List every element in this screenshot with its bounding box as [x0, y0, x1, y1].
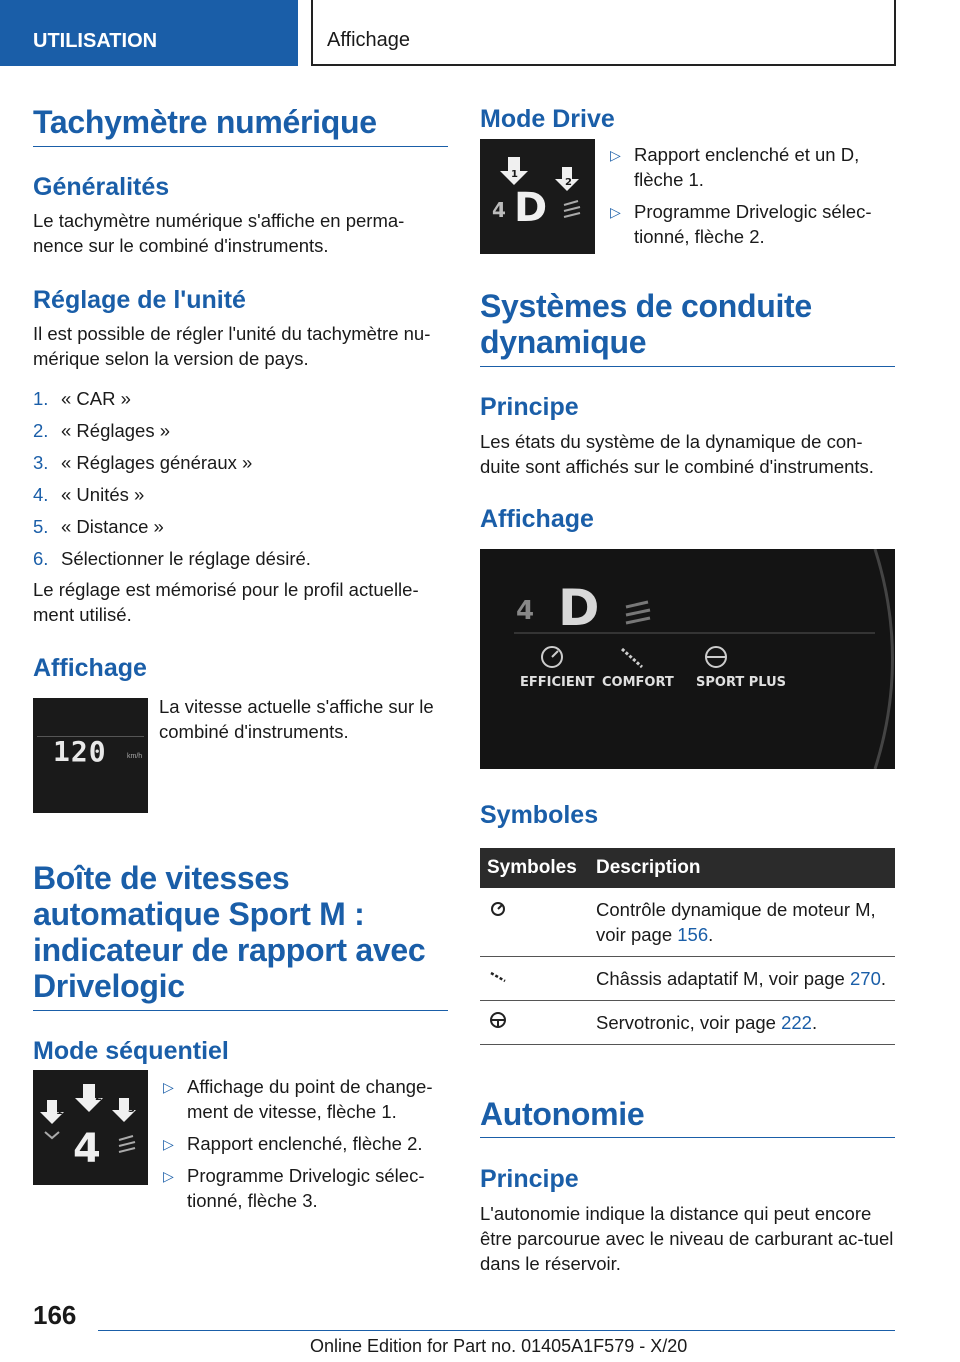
drive-small-gear: 4 [492, 198, 506, 222]
step-item: 4. « Unités » [33, 484, 145, 505]
drive-gear-graphic [480, 139, 595, 254]
mode-sport-plus: SPORT PLUS [696, 675, 787, 690]
seq-gear-number: 4 [73, 1126, 101, 1172]
svg-text:3: 3 [128, 1104, 135, 1115]
bullet-item: ▷ Programme Drivelogic sélec-tionné, flèche 2. [610, 201, 872, 247]
drive-big-gear: D [514, 185, 548, 231]
drive-mode-image [480, 139, 595, 254]
page-number: 166 [33, 1300, 77, 1330]
table-header-row [480, 848, 895, 888]
range-principle-heading: Principe [480, 1165, 579, 1193]
topic-tab [311, 0, 896, 66]
table-row: Châssis adaptatif M, voir page 270. [480, 957, 895, 1001]
table-row: Servotronic, voir page 222. [480, 1001, 895, 1045]
unit-text: Il est possible de régler l'unité du tachymètre nu-mérique selon la version de pays. [33, 323, 431, 369]
triangle-bullet-icon: ▷ [610, 147, 621, 163]
sequential-gear-graphic [33, 1070, 148, 1185]
svg-text:1: 1 [56, 1106, 63, 1117]
triangle-bullet-icon: ▷ [163, 1079, 174, 1095]
step-item: 5. « Distance » [33, 516, 164, 537]
drive-bullet-list [606, 142, 898, 256]
display-heading: Affichage [33, 654, 147, 682]
bullet-item: ▷ Rapport enclenché, flèche 2. [159, 1131, 451, 1156]
range-rule [480, 1137, 895, 1138]
gearbox-rule [33, 1010, 448, 1011]
svg-text:2: 2 [95, 1092, 102, 1103]
display-text: La vitesse actuelle s'affiche sur le combiné d'instruments. [159, 696, 434, 742]
modes-small-gear: 4 [516, 596, 535, 626]
modes-big-gear: D [558, 579, 600, 637]
footer-rule [98, 1330, 895, 1331]
speed-unit: km/h [127, 753, 143, 760]
memo-text: Le réglage est mémorisé pour le profil actuelle-ment utilisé. [33, 579, 419, 625]
svg-text:2: 2 [565, 177, 572, 188]
step-item: 3. « Réglages généraux » [33, 452, 253, 473]
principle-heading: Principe [480, 393, 579, 421]
range-text: L'autonomie indique la distance qui peut encore être parcourue avec le niveau de carburant ac-tuel dans le réservoir. [480, 1203, 894, 1274]
triangle-bullet-icon: ▷ [163, 1136, 174, 1152]
general-heading: Généralités [33, 173, 170, 201]
edition-text: Online Edition for Part no. 01405A1F579 - X/20 [310, 1336, 688, 1356]
triangle-bullet-icon: ▷ [163, 1168, 174, 1184]
symbols-heading: Symboles [480, 801, 599, 829]
page-link[interactable]: 222 [781, 1012, 812, 1033]
table-row: Contrôle dynamique de moteur M, voir page 156. [480, 888, 895, 957]
speedometer-title: Tachymètre numérique [33, 104, 377, 140]
range-title: Autonomie [480, 1096, 645, 1132]
shock-absorber-icon [487, 969, 509, 985]
bullet-item: ▷ Programme Drivelogic sélec-tionné, flèche 3. [163, 1165, 425, 1211]
step-item: 6. Sélectionner le réglage désiré. [33, 548, 311, 569]
principle-text: Les états du système de la dynamique de con-duite sont affichés sur le combiné d'instruments. [480, 431, 874, 477]
col-description: Description [589, 848, 895, 888]
unit-heading: Réglage de l'unité [33, 286, 246, 314]
mode-comfort: COMFORT [602, 675, 674, 690]
triangle-bullet-icon: ▷ [610, 204, 621, 220]
symbols-table [480, 848, 895, 1045]
section-tab [0, 0, 298, 66]
seq-bullet-list [159, 1074, 451, 1220]
systems-rule [480, 366, 895, 367]
bullet-item: ▷ Affichage du point de change-ment de vitesse, flèche 1. [163, 1076, 433, 1122]
general-text: Le tachymètre numérique s'affiche en perma-nence sur le combiné d'instruments. [33, 210, 405, 256]
drive-heading: Mode Drive [480, 105, 615, 133]
svg-text:1: 1 [511, 169, 518, 180]
drive-modes-image [480, 549, 895, 769]
speed-value: 120 [53, 735, 107, 768]
gauge-icon [487, 900, 509, 916]
col-symbols: Symboles [480, 848, 589, 888]
step-item: 1. « CAR » [33, 388, 131, 409]
seq-heading: Mode séquentiel [33, 1037, 229, 1065]
drive-modes-graphic [480, 549, 895, 769]
display-heading-right: Affichage [480, 505, 594, 533]
steering-wheel-icon [487, 1011, 509, 1029]
speed-display-image [33, 698, 148, 813]
topic-label: Affichage [327, 29, 411, 51]
page-link[interactable]: 270 [850, 968, 881, 989]
step-item: 2. « Réglages » [33, 420, 171, 441]
title-rule [33, 146, 448, 147]
section-label: UTILISATION [33, 30, 158, 52]
page-link[interactable]: 156 [677, 924, 709, 945]
systems-title: Systèmes de conduite dynamique [480, 288, 812, 360]
bullet-item: ▷ Rapport enclenché et un D, flèche 1. [610, 144, 860, 190]
gearbox-title: Boîte de vitesses automatique Sport M : indicateur de rapport avec Drivelogic [33, 860, 426, 1004]
sequential-mode-image [33, 1070, 148, 1185]
mode-efficient: EFFICIENT [520, 675, 595, 690]
comfort-shock-icon [622, 649, 642, 667]
